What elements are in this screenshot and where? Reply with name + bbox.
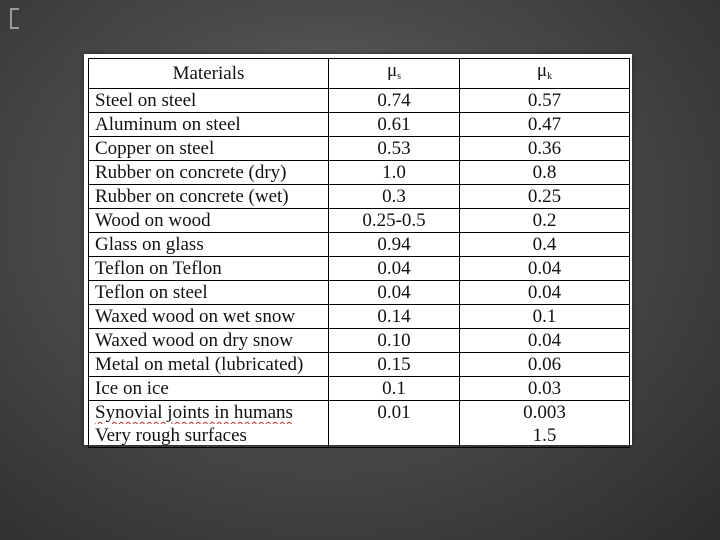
material-cell: Ice on ice [89, 377, 329, 401]
mu-symbol: μ [536, 60, 548, 81]
kinetic-coefficient-cell: 0.8 [460, 161, 630, 185]
material-cell: Teflon on steel [89, 281, 329, 305]
header-materials: Materials [89, 59, 329, 89]
material-cell: Aluminum on steel [89, 113, 329, 137]
material-cell: Copper on steel [89, 137, 329, 161]
material-cell: Wood on wood [89, 209, 329, 233]
material-cell: Steel on steel [89, 89, 329, 113]
static-coefficient-cell: 0.15 [329, 353, 460, 377]
header-static-coefficient [329, 59, 460, 89]
table-row [89, 185, 630, 209]
static-coefficient-cell: 0.61 [329, 113, 460, 137]
static-coefficient-cell: 0.10 [329, 329, 460, 353]
static-coefficient-cell: 0.04 [329, 257, 460, 281]
kinetic-coefficient-cell: 0.2 [460, 209, 630, 233]
material-cell: Very rough surfaces [89, 424, 329, 448]
kinetic-coefficient-cell: 0.06 [460, 353, 630, 377]
material-cell: Rubber on concrete (wet) [89, 185, 329, 209]
mu-subscript-s: s [397, 71, 402, 82]
kinetic-coefficient-cell: 0.04 [460, 257, 630, 281]
friction-coefficients-table [88, 58, 630, 448]
material-cell [89, 401, 329, 425]
static-coefficient-cell: 0.01 [329, 401, 460, 425]
material-cell: Glass on glass [89, 233, 329, 257]
mu-symbol: μ [386, 60, 398, 81]
table-row [89, 305, 630, 329]
table-row [89, 113, 630, 137]
table-row [89, 257, 630, 281]
kinetic-coefficient-cell: 0.47 [460, 113, 630, 137]
header-row [89, 59, 630, 89]
table-row [89, 209, 630, 233]
spellcheck-underlined-text: Synovial joints in humans [95, 402, 293, 423]
kinetic-coefficient-cell: 0.04 [460, 329, 630, 353]
material-cell: Waxed wood on wet snow [89, 305, 329, 329]
table-row [89, 329, 630, 353]
kinetic-coefficient-cell: 0.003 [460, 401, 630, 425]
material-cell: Teflon on Teflon [89, 257, 329, 281]
kinetic-coefficient-cell: 0.03 [460, 377, 630, 401]
static-coefficient-cell: 0.04 [329, 281, 460, 305]
kinetic-coefficient-cell: 1.5 [460, 424, 630, 448]
table-row [89, 161, 630, 185]
table-row [89, 137, 630, 161]
material-cell: Waxed wood on dry snow [89, 329, 329, 353]
kinetic-coefficient-cell: 0.4 [460, 233, 630, 257]
table-sheet [84, 54, 632, 445]
table-row [89, 424, 630, 448]
table-row [89, 353, 630, 377]
static-coefficient-cell [329, 424, 460, 448]
header-kinetic-coefficient [460, 59, 630, 89]
material-cell: Rubber on concrete (dry) [89, 161, 329, 185]
material-cell: Metal on metal (lubricated) [89, 353, 329, 377]
static-coefficient-cell: 0.53 [329, 137, 460, 161]
table-row [89, 281, 630, 305]
kinetic-coefficient-cell: 0.25 [460, 185, 630, 209]
table-row [89, 233, 630, 257]
slide-bracket-decoration [10, 8, 19, 29]
static-coefficient-cell: 0.14 [329, 305, 460, 329]
static-coefficient-cell: 0.25-0.5 [329, 209, 460, 233]
static-coefficient-cell: 0.94 [329, 233, 460, 257]
kinetic-coefficient-cell: 0.1 [460, 305, 630, 329]
static-coefficient-cell: 0.1 [329, 377, 460, 401]
static-coefficient-cell: 0.3 [329, 185, 460, 209]
table-row [89, 377, 630, 401]
table-row [89, 401, 630, 425]
static-coefficient-cell: 0.74 [329, 89, 460, 113]
kinetic-coefficient-cell: 0.57 [460, 89, 630, 113]
kinetic-coefficient-cell: 0.04 [460, 281, 630, 305]
kinetic-coefficient-cell: 0.36 [460, 137, 630, 161]
table-row [89, 89, 630, 113]
static-coefficient-cell: 1.0 [329, 161, 460, 185]
mu-subscript-k: k [547, 71, 553, 82]
